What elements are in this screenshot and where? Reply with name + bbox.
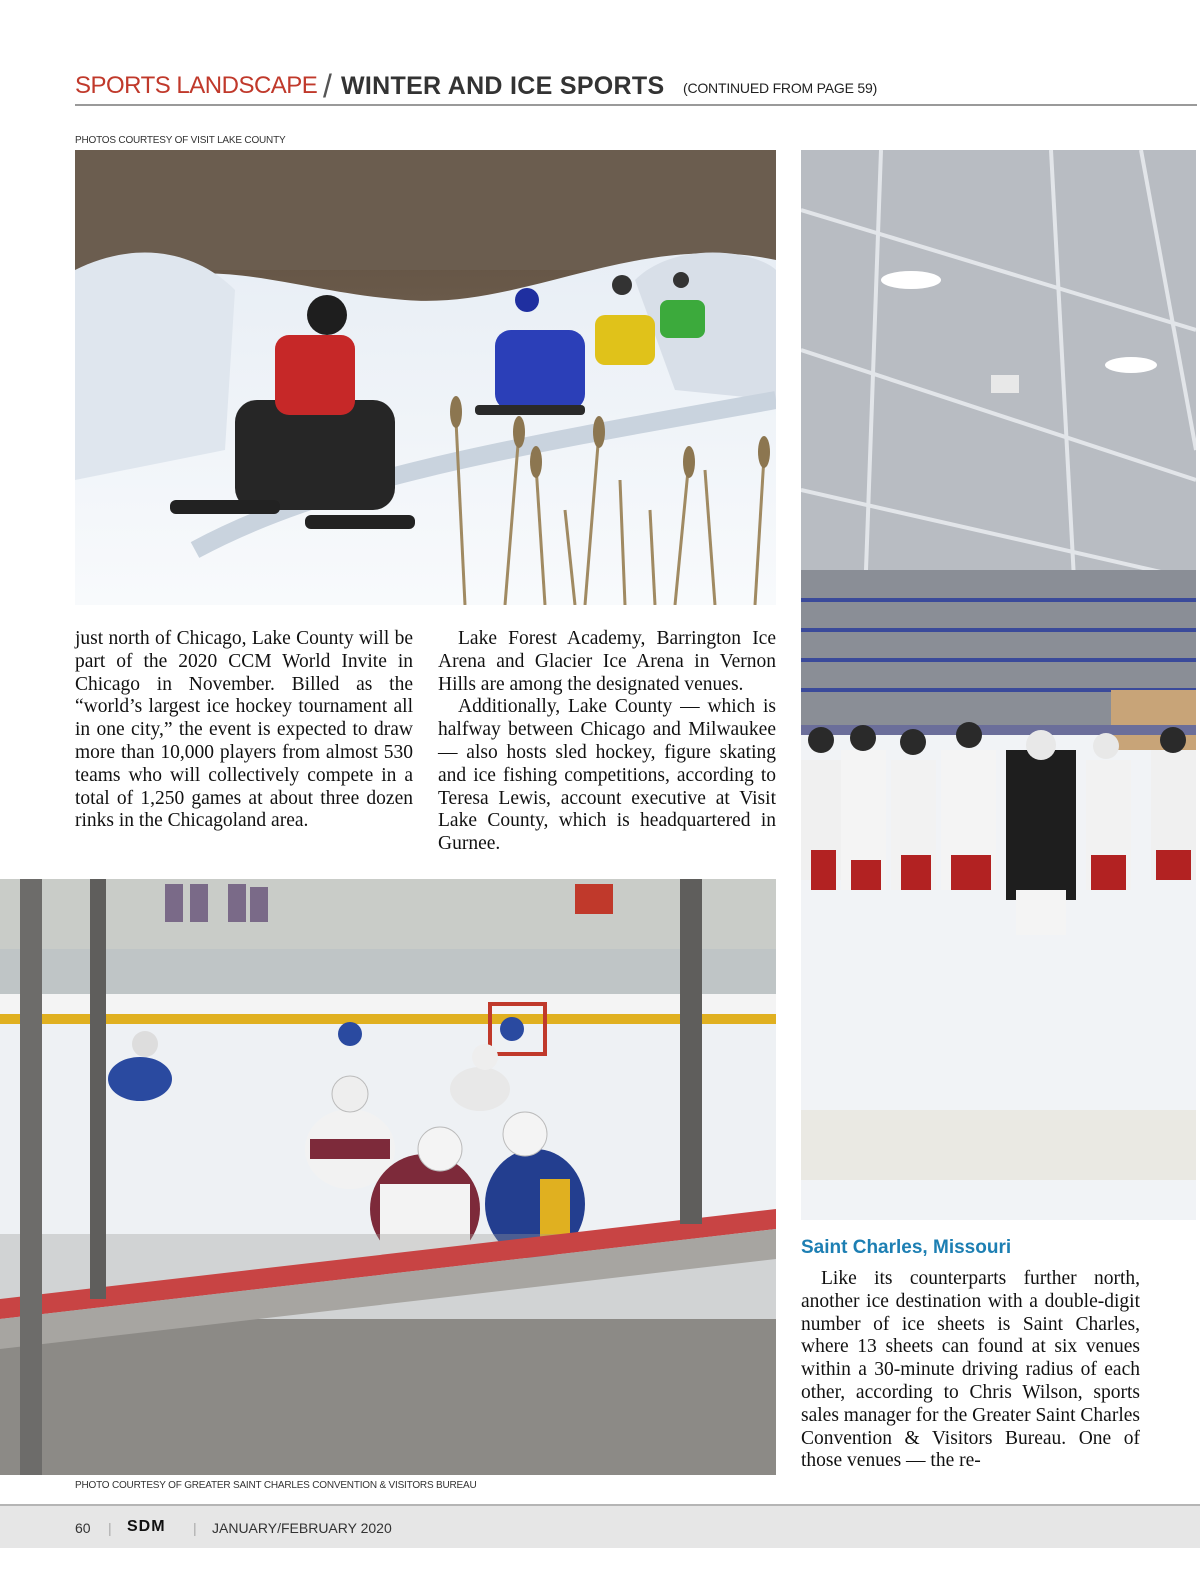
feature-title: WINTER AND ICE SPORTS <box>341 72 665 100</box>
snowmobile-photo <box>75 150 776 605</box>
page-header <box>75 70 1197 106</box>
section-subhead: Saint Charles, Missouri <box>801 1237 1012 1258</box>
sled-hockey-photo <box>0 879 776 1475</box>
page-number: 60 <box>75 1520 91 1536</box>
article-column-1 <box>75 628 413 833</box>
hockey-handshake-photo <box>801 150 1196 1220</box>
col2-paragraph-2: Additionally, Lake County — which is halfway between Chicago and Milwaukee — also hosts sled hockey, figure skating and ice fishing competitions, according to Teresa Lewis, account executive at Visit Lake County, which is headquartered in Gurnee. <box>438 696 776 855</box>
issue-date: JANUARY/FEBRUARY 2020 <box>212 1520 392 1536</box>
article-column-3 <box>801 1268 1140 1473</box>
article-column-2 <box>438 628 776 856</box>
photo-credit-bottom: PHOTO COURTESY OF GREATER SAINT CHARLES CONVENTION & VISITORS BUREAU <box>75 1480 477 1491</box>
page-footer <box>0 1504 1200 1548</box>
footer-separator: | <box>193 1520 197 1536</box>
section-label: SPORTS LANDSCAPE <box>75 72 318 99</box>
continued-note: (CONTINUED FROM PAGE 59) <box>683 80 878 96</box>
col3-paragraph: Like its counterparts further north, another ice destination with a double-digit number of ice sheets is Saint Charles, where 13 sheets can found at six venues within a 30-minute driving radius of each other, according to Chris Wilson, sports sales manager for the Greater Saint Charles Convention & Visitors Bureau. One of those venues — the re- <box>801 1268 1140 1472</box>
col2-paragraph-1: Lake Forest Academy, Barrington Ice Arena and Glacier Ice Arena in Vernon Hills are among the designated venues. <box>438 628 776 695</box>
col1-paragraph: just north of Chicago, Lake County will be part of the 2020 CCM World Invite in Chicago in November. Billed as the “world’s largest ice hockey tournament all in one city,” the event is expected to draw more than 10,000 players from almost 530 teams who will collectively compete in a total of 1,250 games at about three dozen rinks in the Chicagoland area. <box>75 628 413 832</box>
photo-credit-top: PHOTOS COURTESY OF VISIT LAKE COUNTY <box>75 135 286 146</box>
magazine-logo: SDM <box>127 1518 166 1535</box>
header-slash: / <box>323 68 332 104</box>
footer-separator: | <box>108 1520 112 1536</box>
